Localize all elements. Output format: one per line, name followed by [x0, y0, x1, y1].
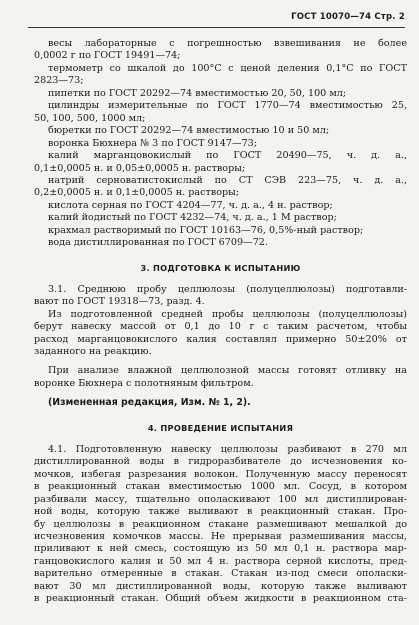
- text-line: 3.1. Среднюю пробу целлюлозы (полуцеллюлозы) подготавли-: [48, 283, 407, 295]
- text-line: 2823—73;: [34, 75, 84, 87]
- header-rule: [28, 27, 405, 28]
- text-line: бюретки по ГОСТ 20292—74 вместимостью 10 и 50 мл;: [48, 125, 330, 137]
- text-line: вода дистиллированная по ГОСТ 6709—72.: [48, 237, 268, 249]
- text-line: 0,1±0,0005 н. и 0,05±0,0005 н. растворы;: [34, 162, 246, 174]
- text-line: пипетки по ГОСТ 20292—74 вместимостью 20, 50, 100 мл;: [48, 87, 347, 99]
- text-line: 0,2±0,0005 н. и 0,1±0,0005 н. растворы;: [34, 187, 239, 199]
- text-line: в реакционный стакан. Общий объем жидкости в реакционном ста-: [34, 593, 407, 605]
- paragraph-gap: [34, 390, 407, 397]
- text-line: 4.1. Подготовленную навеску целлюлозы разбивают в 270 мл: [48, 443, 407, 455]
- text-line: термометр со шкалой до 100°С с ценой деления 0,1°С по ГОСТ: [48, 62, 407, 74]
- text-line: вают 30 мл дистиллированной воды, которую также выливают: [34, 580, 407, 592]
- text-line: разбивали массу, тщательно ополаскивают 100 мл дистиллирован-: [34, 493, 407, 505]
- page-content: [34, 38, 407, 606]
- text-line: калий йодистый по ГОСТ 4232—74, ч. д. а., 1 М раствор;: [48, 212, 337, 224]
- text-line: приливают к ней смесь, состоящую из 50 мл 0,1 н. раствора мар-: [34, 543, 407, 555]
- text-line: заданного на реакцию.: [34, 345, 152, 357]
- text-line: берут навеску массой от 0,1 до 10 г с таким расчетом, чтобы: [34, 321, 407, 333]
- text-line: цилиндры измерительные по ГОСТ 1770—74 вместимостью 25,: [48, 100, 407, 112]
- paragraph-gap: [34, 358, 407, 365]
- text-line: 50, 100, 500, 1000 мл;: [34, 112, 146, 124]
- text-line: кислота серная по ГОСТ 4204—77, ч. д. а., 4 н. раствор;: [48, 199, 333, 211]
- text-line: дистиллированной воды в гидроразбивателе до исчезновения ко-: [34, 456, 407, 468]
- text-line: калий марганцовокислый по ГОСТ 20490—75, ч. д. а.,: [48, 150, 407, 162]
- section-heading: 4. ПРОВЕДЕНИЕ ИСПЫТАНИЯ: [147, 422, 294, 433]
- text-line: в реакционный стакан вместимостью 1000 мл. Сосуд, в котором: [34, 481, 407, 493]
- text-line: исчезновения комочков массы. Не прерывая размешивания массы,: [34, 530, 407, 542]
- reagent-list: [34, 38, 407, 250]
- text-line: 0,0002 г по ГОСТ 19491—74;: [34, 50, 181, 62]
- text-line: варительно отмеренные в стакан. Стакан из-под смеси ополаски-: [34, 568, 407, 580]
- section-4-body: [34, 444, 407, 606]
- text-line: мочков, избегая разрезания волокон. Полученную массу переносят: [34, 468, 407, 480]
- section-heading: 3. ПОДГОТОВКА К ИСПЫТАНИЮ: [140, 262, 301, 273]
- text-line: воронке Бюхнера с полотняным фильтром.: [34, 377, 254, 389]
- text-line: вают по ГОСТ 19318—73, разд. 4.: [34, 296, 205, 308]
- text-line: весы лабораторные с погрешностью взвешивания не более: [48, 38, 407, 49]
- amendment-note: (Измененная редакция, Изм. № 1, 2).: [48, 397, 251, 409]
- section-3-body: [34, 284, 407, 410]
- text-line: ной воды, которую также выливают в реакционный стакан. Про-: [34, 506, 407, 518]
- text-line: расход марганцовокислого калия составлял примерно 50±20% от: [34, 333, 407, 345]
- text-line: При анализе влажной целлюлозной массы готовят отливку на: [48, 365, 407, 377]
- text-line: крахмал растворимый по ГОСТ 10163—76, 0,5%-ный раствор;: [48, 224, 364, 236]
- text-line: натрий серноватистокислый по СТ СЭВ 223—75, ч. д. а.,: [48, 174, 407, 186]
- text-line: бу целлюлозы в реакционном стакане размешивают мешалкой до: [34, 518, 407, 530]
- text-line: воронка Бюхнера № 3 по ГОСТ 9147—73;: [48, 137, 258, 149]
- text-line: Из подготовленной средней пробы целлюлозы (полуцеллюлозы): [48, 308, 407, 320]
- page-header: ГОСТ 10070—74 Стр. 2: [291, 12, 405, 22]
- text-line: ганцовокислого калия и 50 мл 4 н. раствора серной кислоты, пред-: [34, 555, 407, 567]
